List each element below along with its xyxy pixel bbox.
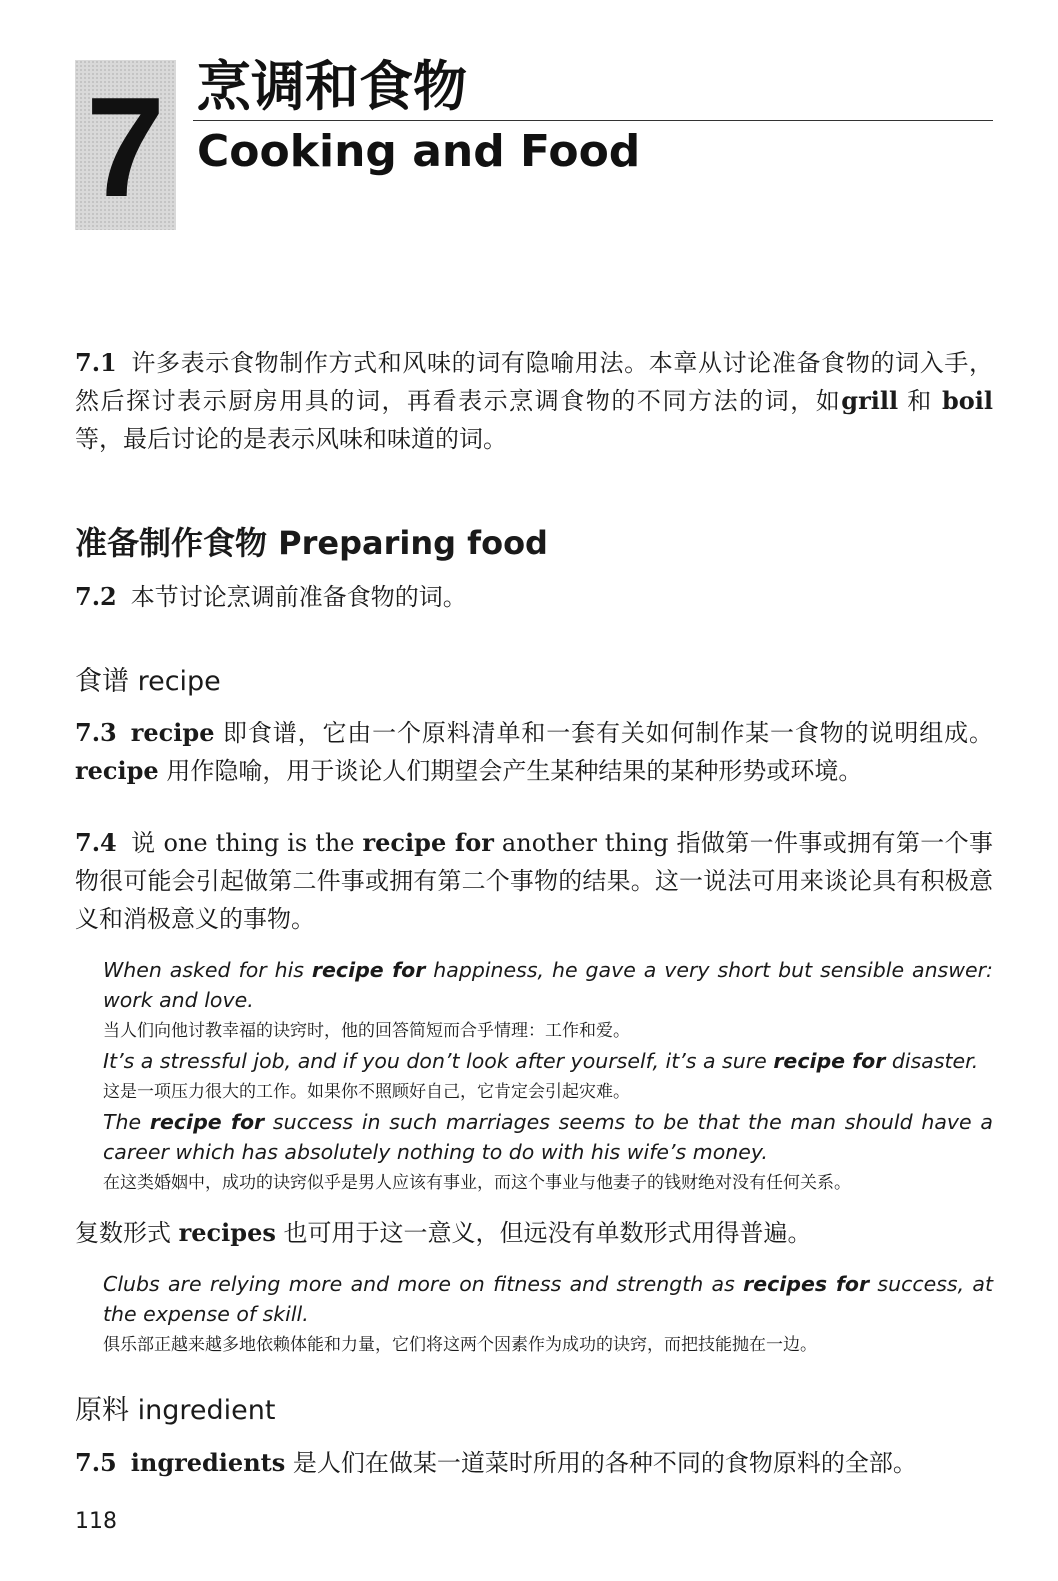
example-sentence xyxy=(103,955,993,1015)
chapter-number-box xyxy=(75,60,176,230)
section-heading: 准备制作食物 Preparing food xyxy=(75,524,548,562)
paragraph-7-2 xyxy=(75,578,993,616)
page-number: 118 xyxy=(75,1509,117,1534)
paragraph-text: 也可用于这一意义，但远没有单数形式用得普遍。 xyxy=(283,1219,812,1247)
paragraph-text: another thing 指做第一件事或拥有第一个事物很可能会引起做第二件事或拥有第二个事物的结果。这一说法可用来谈论具有积极意义和消极意义的事物。 xyxy=(75,829,993,933)
example-text: disaster. xyxy=(891,1049,979,1073)
term-boil: boil xyxy=(941,386,993,415)
example-text: success, at the expense of skill. xyxy=(103,1272,993,1326)
term-recipes: recipes xyxy=(178,1218,276,1247)
example-text: The xyxy=(103,1110,142,1134)
chapter-title-english: Cooking and Food xyxy=(197,126,641,177)
example-text: When asked for his xyxy=(103,958,304,982)
example-text: It’s a stressful job, and if you don’t look after yourself, it’s a sure xyxy=(103,1049,767,1073)
example-translation: 在这类婚姻中，成功的诀窍似乎是男人应该有事业，而这个事业与他妻子的钱财绝对没有任何关系。 xyxy=(103,1173,851,1193)
paragraph-7-1 xyxy=(75,344,993,458)
paragraph-text: 本节讨论烹调前准备食物的词。 xyxy=(130,583,467,611)
chapter-number: 7 xyxy=(86,68,165,227)
paragraph-number: 7.2 xyxy=(75,582,117,611)
term-recipe: recipe xyxy=(75,756,159,785)
chapter-title-rule xyxy=(193,120,993,121)
paragraph-text: 是人们在做某一道菜时所用的各种不同的食物原料的全部。 xyxy=(292,1449,917,1477)
subheading-recipe: 食谱 recipe xyxy=(75,666,221,697)
paragraph-text: 等，最后讨论的是表示风味和味道的词。 xyxy=(75,425,507,453)
example-sentence xyxy=(103,1046,993,1076)
paragraph-text: 和 xyxy=(907,387,933,415)
paragraph-text: 复数形式 xyxy=(75,1219,171,1247)
paragraph-number: 7.3 xyxy=(75,718,117,747)
example-text: Clubs are relying more and more on fitness and strength as xyxy=(103,1272,735,1296)
example-sentence xyxy=(103,1269,993,1329)
chapter-title-chinese: 烹调和食物 xyxy=(197,55,467,118)
example-translation: 俱乐部正越来越多地依赖体能和力量，它们将这两个因素作为成功的诀窍，而把技能抛在一边。 xyxy=(103,1335,817,1355)
paragraph-text: 用作隐喻，用于谈论人们期望会产生某种结果的某种形势或环境。 xyxy=(166,757,863,785)
paragraph-text: 即食谱，它由一个原料清单和一套有关如何制作某一食物的说明组成。 xyxy=(222,719,993,747)
subheading-ingredient: 原料 ingredient xyxy=(75,1395,276,1426)
paragraph-text: 说 one thing is the xyxy=(130,829,355,857)
example-term: recipe for xyxy=(311,958,426,982)
paragraph-7-3 xyxy=(75,714,993,790)
example-text: success in such marriages seems to be that the man should have a career which has absolutely nothing to do with his wife’s money. xyxy=(103,1110,993,1164)
example-sentence xyxy=(103,1107,993,1167)
example-term: recipe for xyxy=(773,1049,886,1073)
term-recipe-for: recipe for xyxy=(362,828,494,857)
paragraph-7-5 xyxy=(75,1444,993,1482)
term-grill: grill xyxy=(841,386,899,415)
example-term: recipes for xyxy=(743,1272,870,1296)
term-ingredients: ingredients xyxy=(130,1448,286,1477)
paragraph-number: 7.5 xyxy=(75,1448,117,1477)
paragraph-number: 7.4 xyxy=(75,828,117,857)
paragraph-number: 7.1 xyxy=(75,348,117,377)
example-translation: 当人们向他讨教幸福的诀窍时，他的回答简短而合乎情理：工作和爱。 xyxy=(103,1021,630,1041)
term-recipe: recipe xyxy=(130,718,215,747)
paragraph-text: 许多表示食物制作方式和风味的词有隐喻用法。本章从讨论准备食物的词入手，然后探讨表示厨房用具的词，再看表示烹调食物的不同方法的词，如 xyxy=(75,349,993,415)
example-translation: 这是一项压力很大的工作。如果你不照顾好自己，它肯定会引起灾难。 xyxy=(103,1082,630,1102)
example-text: happiness, he gave a very short but sensible answer: work and love. xyxy=(103,958,993,1012)
paragraph-plural xyxy=(75,1214,993,1252)
example-term: recipe for xyxy=(149,1110,265,1134)
paragraph-7-4 xyxy=(75,824,993,938)
